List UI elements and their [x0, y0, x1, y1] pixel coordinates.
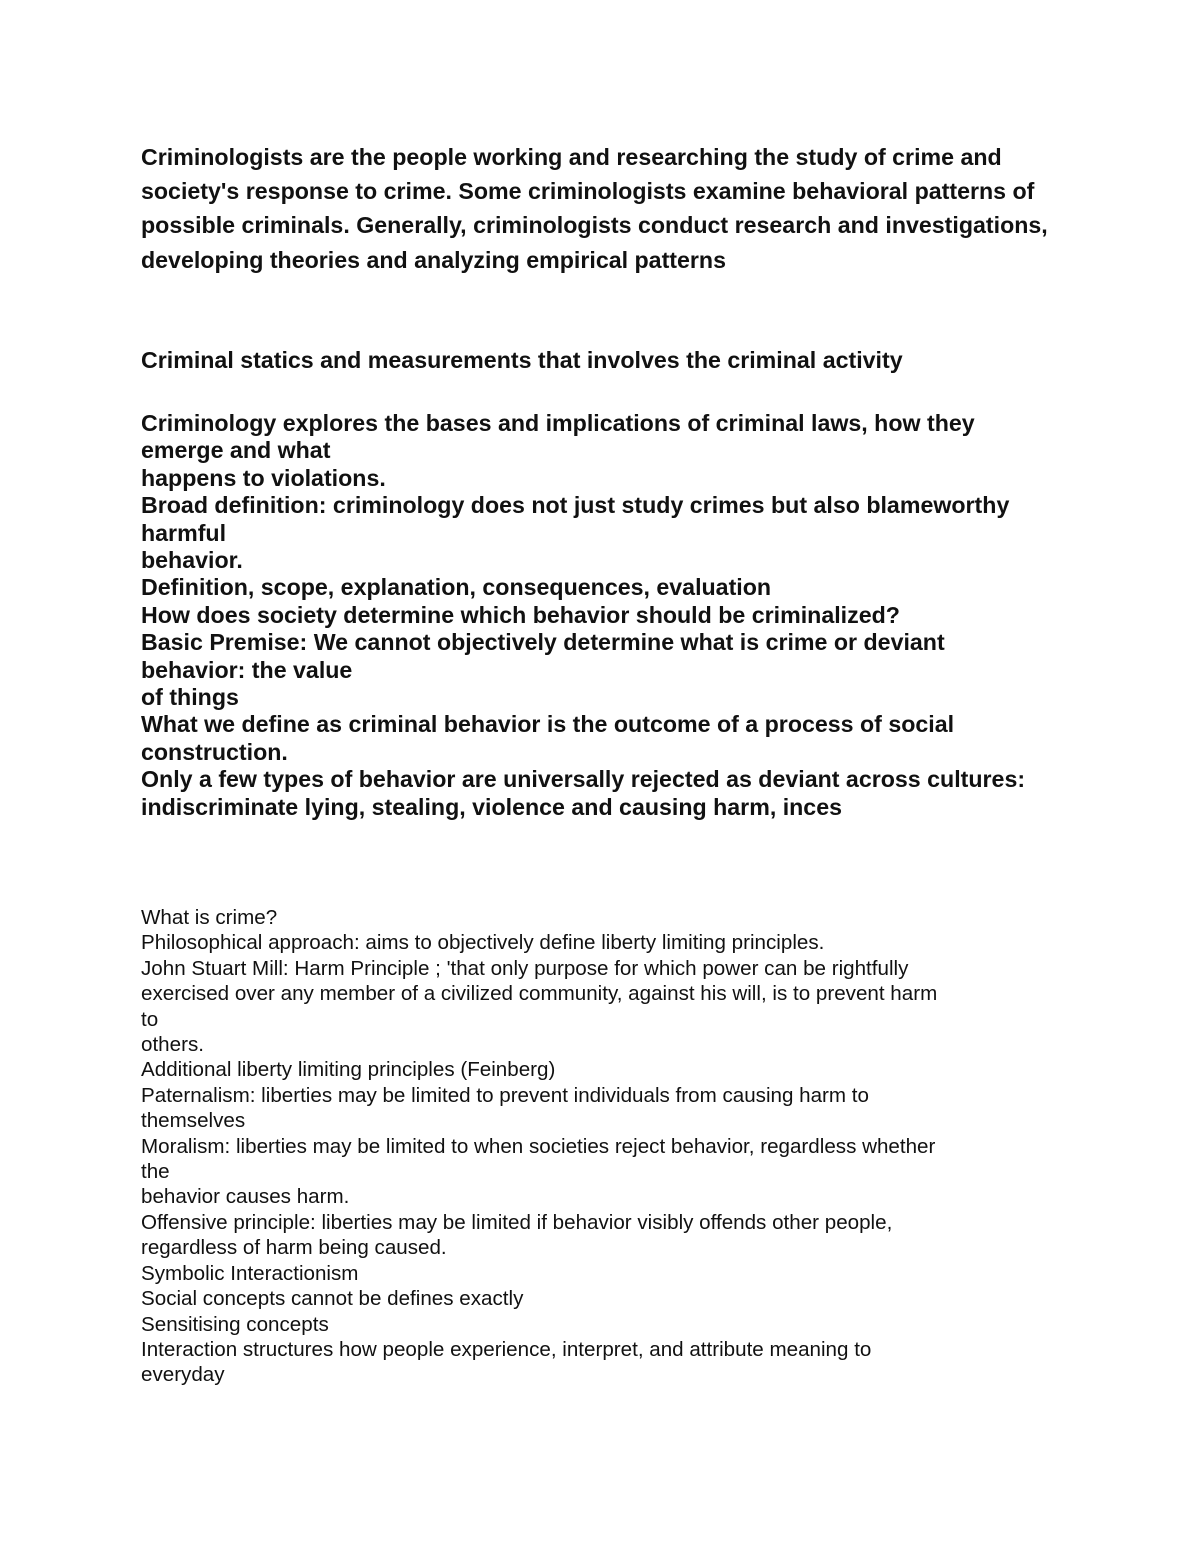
bold-line: Basic Premise: We cannot objectively determine what is crime or deviant: [141, 629, 945, 656]
note-line: the: [141, 1160, 170, 1184]
bold-line: Only a few types of behavior are universally rejected as deviant across cultures:: [141, 766, 1026, 793]
note-line: Additional liberty limiting principles (Feinberg): [141, 1058, 556, 1082]
note-line: Social concepts cannot be defines exactly: [141, 1287, 524, 1311]
note-line: exercised over any member of a civilized community, against his will, is to prevent harm: [141, 982, 938, 1006]
note-line: Symbolic Interactionism: [141, 1261, 359, 1285]
note-line: Offensive principle: liberties may be limited if behavior visibly offends other people,: [141, 1210, 893, 1234]
bold-line: happens to violations.: [141, 464, 386, 491]
bold-line: indiscriminate lying, stealing, violence and causing harm, inces: [141, 793, 842, 820]
what-is-crime-notes: [141, 905, 1076, 1388]
note-line: Sensitising concepts: [141, 1312, 329, 1336]
bold-line: harmful: [141, 519, 227, 546]
note-line: Moralism: liberties may be limited to when societies reject behavior, regardless whether: [141, 1134, 936, 1158]
note-line: everyday: [141, 1363, 225, 1387]
note-line: themselves: [141, 1109, 246, 1133]
bold-line: Criminology explores the bases and implications of criminal laws, how they: [141, 410, 975, 436]
bold-line: behavior.: [141, 547, 243, 574]
note-line: John Stuart Mill: Harm Principle ; 'that only purpose for which power can be rightfully: [141, 956, 909, 980]
bold-line: Broad definition: criminology does not just study crimes but also blameworthy: [141, 492, 1010, 519]
criminology-notes-bold: [141, 410, 1076, 821]
bold-line: What we define as criminal behavior is the outcome of a process of social: [141, 711, 955, 738]
note-line: to: [141, 1007, 159, 1031]
note-line: behavior causes harm.: [141, 1185, 350, 1209]
bold-line: emerge and what: [141, 437, 331, 464]
note-line: Philosophical approach: aims to objectively define liberty limiting principles.: [141, 931, 825, 955]
note-line: What is crime?: [141, 906, 278, 929]
intro-paragraph: Criminologists are the people working and researching the study of crime and society's response to crime. Some criminologists examine behavioral patterns of possible criminals. Generally, criminologists conduct research and investigations, developing theories and analyzing empirical patterns: [141, 144, 1048, 273]
note-line: Paternalism: liberties may be limited to prevent individuals from causing harm to: [141, 1083, 869, 1107]
note-line: regardless of harm being caused.: [141, 1236, 447, 1260]
note-line: Interaction structures how people experience, interpret, and attribute meaning to: [141, 1337, 872, 1361]
bold-line: of things: [141, 684, 239, 711]
note-line: others.: [141, 1033, 204, 1057]
statistics-heading: Criminal statics and measurements that involves the criminal activity: [141, 347, 903, 373]
bold-line: How does society determine which behavior should be criminalized?: [141, 601, 900, 628]
bold-line: behavior: the value: [141, 656, 353, 683]
bold-line: Definition, scope, explanation, consequences, evaluation: [141, 574, 772, 601]
bold-line: construction.: [141, 738, 288, 765]
